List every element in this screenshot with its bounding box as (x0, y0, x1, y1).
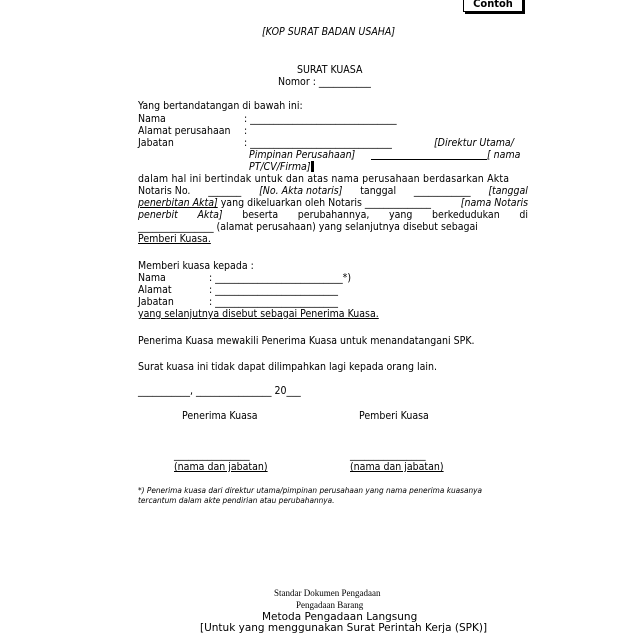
letterhead-placeholder: [KOP SURAT BADAN USAHA] (262, 26, 396, 38)
footer-category: Pengadaan Barang (296, 600, 364, 610)
footer-method: Metoda Pengadaan Langsung (262, 611, 418, 623)
signature-left-caption: (nama dan jabatan) (174, 461, 268, 473)
company-type-hint: PT/CV/Firma] (249, 161, 314, 173)
signature-right-title: Pemberi Kuasa (359, 410, 429, 422)
grantor-name-field: : _______________________________ (244, 113, 397, 125)
letter-number: Nomor : ___________ (278, 76, 371, 88)
place-date-line: ___________, ________________ 20___ (138, 385, 301, 397)
signature-right-caption: (nama dan jabatan) (350, 461, 444, 473)
body-line-1: dalam hal ini bertindak untuk dan atas nama perusahaan berdasarkan Akta (138, 173, 510, 185)
sample-badge: Contoh (463, 0, 523, 12)
grantee-intro: Memberi kuasa kepada : (138, 260, 254, 272)
body-line-4: penerbit Akta] beserta perubahannya, yang berkedudukan di (138, 209, 528, 221)
footnote-line-1: *) Penerima kuasa dari direktur utama/pimpinan perusahaan yang nama penerima kuasanya (138, 485, 483, 495)
paragraph-nontransferable: Surat kuasa ini tidak dapat dilimpahkan lagi kepada orang lain. (138, 361, 437, 373)
grantee-position-field: : __________________________ (209, 296, 338, 308)
grantor-position-hint: [Direktur Utama/ (434, 137, 514, 149)
blank-underline (371, 149, 487, 160)
grantee-address-label: Alamat (138, 284, 172, 296)
company-name-hint: [ nama (487, 149, 521, 161)
grantee-name-field: : ___________________________*) (209, 272, 352, 284)
signature-right-line: ________________ (350, 449, 426, 461)
body-line-6: Pemberi Kuasa. (138, 233, 211, 245)
body-line-2: Notaris No. _______ [No. Akta notaris] tanggal ____________ [tanggal (138, 185, 528, 197)
grantee-name-label: Nama (138, 272, 166, 284)
grantor-position-hint-2: Pimpinan Perusahaan] (249, 149, 356, 161)
grantor-address-label: Alamat perusahaan (138, 125, 231, 137)
grantee-address-field: : __________________________ (209, 284, 338, 296)
footnote-line-2: tercantum dalam akte pendirian atau perubahannya. (138, 495, 335, 505)
grantee-after-text: yang selanjutnya disebut sebagai Penerima Kuasa. (138, 308, 379, 320)
grantor-position-label: Jabatan (138, 137, 174, 149)
grantor-address-field: : (244, 125, 248, 137)
grantee-position-label: Jabatan (138, 296, 174, 308)
intro-text: Yang bertandatangan di bawah ini: (138, 100, 303, 112)
signature-left-title: Penerima Kuasa (182, 410, 258, 422)
grantor-name-label: Nama (138, 113, 166, 125)
footer-usage-note: [Untuk yang menggunakan Surat Perintah Kerja (SPK)] (200, 622, 488, 634)
letter-title: SURAT KUASA (297, 64, 363, 76)
paragraph-authority: Penerima Kuasa mewakili Penerima Kuasa untuk menandatangani SPK. (138, 335, 475, 347)
footer-document-title: Standar Dokumen Pengadaan (274, 588, 381, 598)
signature-left-line: ________________ (174, 449, 250, 461)
body-line-3: penerbitan Akta] yang dikeluarkan oleh Notaris ______________ [nama Notaris (138, 197, 528, 209)
grantor-position-field: : ______________________________ (244, 137, 392, 149)
body-line-5: ________________ (alamat perusahaan) yang selanjutnya disebut sebagai (138, 221, 478, 233)
